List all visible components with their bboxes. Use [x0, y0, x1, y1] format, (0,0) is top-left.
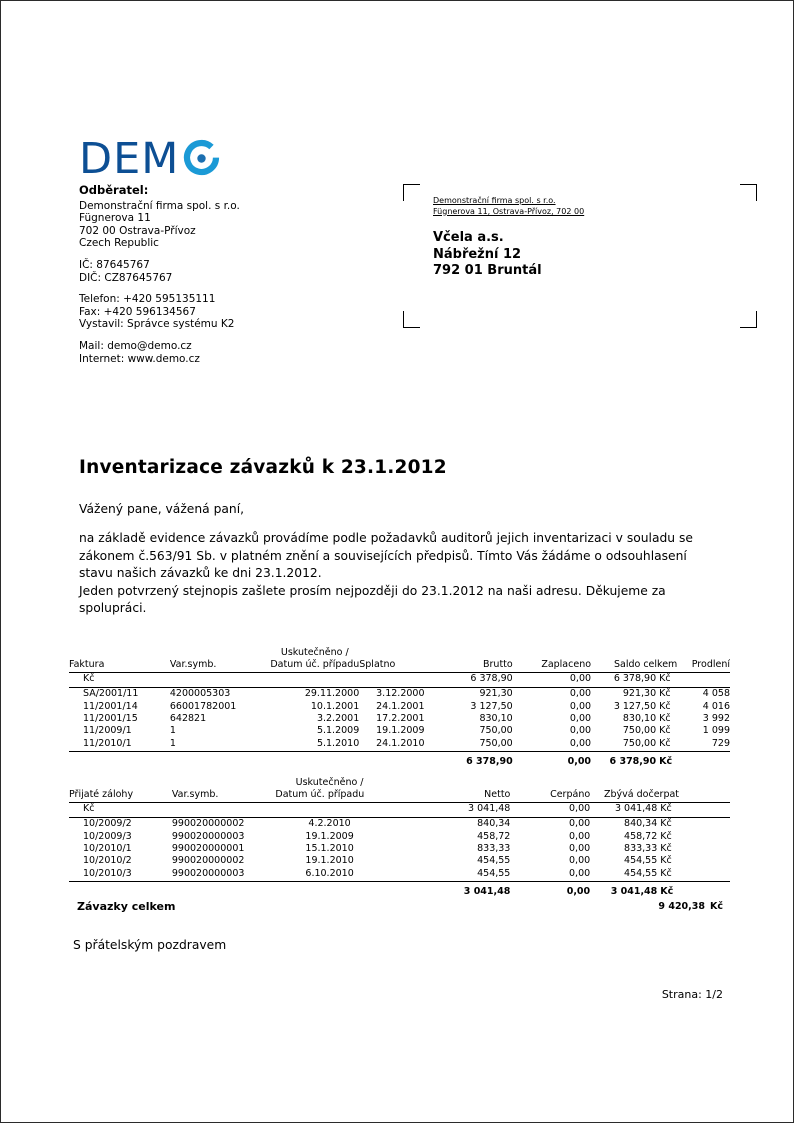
cell-accdate: 19.1.2010: [305, 855, 354, 867]
col-accdate: Datum úč. případu: [270, 659, 359, 672]
page-number: Strana: 1/2: [661, 988, 723, 1001]
table-row: [69, 713, 730, 725]
cell-duedate: 3.12.2000: [376, 688, 425, 700]
cell-net: 840,34: [477, 818, 511, 830]
sender-ico: IČ: 87645767: [79, 258, 150, 271]
cell-invoice: 11/2001/15: [83, 713, 138, 725]
cell-advance: 10/2010/3: [69, 868, 172, 882]
col-advance: Přijaté zálohy: [69, 789, 172, 802]
advances-subheader-label: Uskutečněno /: [295, 777, 364, 788]
cell-drawn: 0,00: [510, 868, 590, 882]
advances-header-row: [69, 789, 730, 802]
invoices-currency-row: [69, 673, 730, 687]
cell-overdue: 4 016: [702, 700, 730, 712]
cell-duedate: 24.1.2001: [376, 700, 425, 712]
salutation: Vážený pane, vážená paní,: [79, 502, 245, 516]
table-row: [69, 855, 730, 867]
cell-varsymb: 990020000002: [171, 818, 245, 830]
cell-duedate: 24.1.2010: [359, 738, 424, 752]
currency-drawn: 0,00: [510, 803, 590, 817]
sender-phone: Telefon: +420 595135111: [79, 293, 216, 306]
cell-varsymb: 990020000003: [172, 868, 276, 882]
cell-gross: 750,00: [425, 738, 513, 752]
invoices-total-row: [69, 752, 730, 769]
currency-balance: 6 378,90: [591, 673, 656, 687]
cell-drawn: 0,00: [569, 843, 591, 855]
cell-currency: Kč: [659, 713, 671, 725]
total-currency: Kč: [659, 756, 673, 768]
cell-duedate: 17.2.2001: [376, 713, 425, 725]
col-balance: Saldo celkem: [591, 659, 677, 672]
recipient-name: Včela a.s.: [433, 230, 504, 245]
currency-remaining: 3 041,48: [590, 803, 657, 817]
cell-accdate: 10.1.2001: [310, 700, 360, 712]
cell-currency: Kč: [659, 725, 671, 737]
cell-varsymb: 66001782001: [169, 700, 237, 712]
recipient-city: 792 01 Bruntál: [433, 263, 542, 278]
sender-fax: Fax: +420 596134567: [79, 305, 196, 318]
col-net: Netto: [384, 789, 511, 802]
col-overdue: Prodlení: [677, 659, 730, 672]
cell-drawn: 0,00: [569, 855, 591, 867]
table-row: [69, 843, 730, 855]
cell-currency: Kč: [660, 830, 672, 842]
cell-balance: 750,00: [591, 738, 656, 752]
cell-gross: 3 127,50: [470, 700, 513, 712]
total-gross: 6 378,90: [466, 756, 513, 768]
demo-ring-icon: [182, 138, 222, 184]
total-drawn: 0,00: [566, 886, 591, 898]
cell-currency: Kč: [659, 700, 671, 712]
recipient-address: [433, 230, 542, 280]
col-accdate: Datum úč. případu: [275, 789, 383, 802]
cell-balance: 3 127,50: [613, 700, 657, 712]
table-row: [69, 738, 730, 752]
cell-varsymb: 1: [169, 725, 176, 737]
cell-invoice: 11/2009/1: [83, 725, 132, 737]
invoices-table-body: [69, 673, 730, 769]
cell-net: 833,33: [477, 843, 511, 855]
cell-gross: 921,30: [479, 688, 513, 700]
table-row: [69, 868, 730, 882]
grand-total-value: 9 420,38: [658, 901, 705, 912]
currency-label: Kč: [69, 673, 170, 687]
invoices-subheader-row: [69, 647, 730, 659]
cell-advance: 10/2009/2: [83, 818, 132, 830]
sender-street: Fügnerova 11: [79, 212, 151, 225]
advances-subheader-row: [69, 777, 730, 789]
sender-company: Demonstrační firma spol. s r.o.: [79, 199, 240, 212]
cell-overdue: 1 099: [702, 725, 730, 737]
company-logo: [79, 133, 222, 185]
cell-currency: Kč: [656, 738, 677, 752]
cell-accdate: 5.1.2009: [316, 725, 360, 737]
window-corner-bottom-right-icon: [740, 311, 757, 328]
sender-issuer: Vystavil: Správce systému K2: [79, 318, 235, 331]
cell-varsymb: 990020000003: [171, 830, 245, 842]
cell-balance: 750,00: [622, 725, 657, 737]
cell-currency: Kč: [660, 855, 672, 867]
currency-label: Kč: [69, 803, 172, 817]
currency-unit: Kč: [656, 673, 677, 687]
total-net: 3 041,48: [463, 886, 511, 898]
return-address-line-1: Demonstrační firma spol. s r.o.: [433, 196, 556, 205]
cell-net: 458,72: [477, 830, 511, 842]
invoices-table-head: [69, 647, 730, 673]
logo-wordmark: DEM: [79, 133, 180, 184]
cell-accdate: 3.2.2001: [316, 713, 360, 725]
cell-accdate: 4.2.2010: [308, 818, 351, 830]
sender-mail: Mail: demo@demo.cz: [79, 339, 192, 352]
cell-invoice: 11/2001/14: [83, 700, 138, 712]
col-duedate: Splatno: [359, 659, 424, 672]
table-row: [69, 831, 730, 843]
col-gross: Brutto: [425, 659, 513, 672]
invoices-table: [69, 647, 730, 769]
cell-paid: 0,00: [513, 738, 591, 752]
cell-net: 454,55: [477, 855, 511, 867]
cell-paid: 0,00: [569, 700, 592, 712]
total-currency: Kč: [660, 886, 674, 898]
cell-invoice: SA/2001/11: [83, 688, 139, 700]
cell-accdate: 15.1.2010: [305, 843, 354, 855]
sender-block: [79, 184, 369, 365]
cell-advance: 10/2010/1: [83, 843, 132, 855]
cell-net: 454,55: [384, 868, 511, 882]
cell-accdate: 6.10.2010: [275, 868, 383, 882]
body-paragraph-1: na základě evidence závazků provádíme podle požadavků auditorů jejich inventarizaci v souladu se zákonem č.563/91 Sb. v platném znění a souvisejících předpisů. Tímto Vás žádáme o odsouhlasení stavu našich závazků ke dni 23.1.2012.: [79, 531, 693, 581]
col-invoice: Faktura: [69, 659, 170, 672]
col-paid: Zaplaceno: [513, 659, 591, 672]
cell-balance: 830,10: [622, 713, 657, 725]
cell-remaining: 833,33: [624, 843, 658, 855]
advances-total-row: [69, 882, 730, 899]
advances-currency-row: [69, 803, 730, 817]
cell-remaining: 454,55: [590, 868, 657, 882]
sender-country: Czech Republic: [79, 237, 159, 250]
col-remaining: Zbývá dočerpat: [590, 789, 679, 802]
cell-duedate: 19.1.2009: [376, 725, 425, 737]
currency-paid: 0,00: [513, 673, 591, 687]
address-window: [403, 184, 757, 328]
cell-currency: Kč: [660, 818, 672, 830]
cell-paid: 0,00: [569, 725, 592, 737]
cell-invoice: 11/2010/1: [69, 738, 170, 752]
grand-total-label: Závazky celkem: [77, 900, 176, 913]
cell-currency: Kč: [660, 843, 672, 855]
cell-advance: 10/2009/3: [83, 830, 132, 842]
table-row: [69, 687, 730, 700]
col-varsymb: Var.symb.: [170, 659, 270, 672]
sender-dic: DIČ: CZ87645767: [79, 271, 173, 284]
cell-varsymb: 1: [170, 738, 270, 752]
cell-drawn: 0,00: [569, 830, 591, 842]
return-address: [433, 196, 584, 217]
cell-currency: Kč: [657, 868, 679, 882]
window-corner-top-right-icon: [740, 184, 757, 201]
advances-table-body: [69, 803, 730, 899]
advances-table-head: [69, 777, 730, 803]
cell-accdate: 19.1.2009: [305, 830, 354, 842]
grand-total-currency: Kč: [710, 901, 723, 912]
sender-heading: Odběratel:: [79, 183, 149, 197]
cell-varsymb: 642821: [169, 713, 207, 725]
cell-varsymb: 4200005303: [169, 688, 231, 700]
sender-internet: Internet: www.demo.cz: [79, 352, 200, 365]
currency-gross: 6 378,90: [425, 673, 513, 687]
recipient-street: Nábřežní 12: [433, 246, 522, 262]
window-corner-bottom-left-icon: [403, 311, 420, 328]
cell-remaining: 840,34: [624, 818, 658, 830]
cell-remaining: 454,55: [624, 855, 658, 867]
cell-balance: 921,30: [622, 688, 657, 700]
cell-accdate: 29.11.2000: [304, 688, 360, 700]
cell-overdue: 729: [677, 738, 730, 752]
cell-gross: 750,00: [479, 725, 513, 737]
cell-overdue: 4 058: [702, 688, 730, 700]
currency-unit: Kč: [657, 803, 679, 817]
body-text: [79, 530, 723, 618]
cell-currency: Kč: [659, 688, 671, 700]
total-balance: 6 378,90: [609, 756, 657, 768]
window-corner-top-left-icon: [403, 184, 420, 201]
cell-paid: 0,00: [569, 688, 592, 700]
cell-accdate: 5.1.2010: [270, 738, 359, 752]
cell-gross: 830,10: [479, 713, 513, 725]
invoices-subheader-label: Uskutečněno /: [280, 647, 349, 658]
cell-varsymb: 990020000002: [171, 855, 245, 867]
cell-remaining: 458,72: [624, 830, 658, 842]
cell-advance: 10/2010/2: [83, 855, 132, 867]
cell-varsymb: 990020000001: [171, 843, 245, 855]
col-drawn: Čerpáno: [510, 789, 590, 802]
invoices-header-row: [69, 659, 730, 672]
page-title: Inventarizace závazků k 23.1.2012: [79, 457, 447, 478]
return-address-line-2: Fügnerova 11, Ostrava-Přívoz, 702 00: [433, 206, 585, 216]
table-row: [69, 817, 730, 830]
col-varsymb: Var.symb.: [172, 789, 276, 802]
table-row: [69, 725, 730, 737]
total-paid: 0,00: [567, 756, 592, 768]
closing-text: S přátelským pozdravem: [73, 938, 227, 952]
table-row: [69, 701, 730, 713]
body-paragraph-2: Jeden potvrzený stejnopis zašlete prosím nejpozději do 23.1.2012 na naši adresu. Děkujeme za spolupráci.: [79, 583, 666, 616]
cell-paid: 0,00: [569, 713, 592, 725]
sender-city: 702 00 Ostrava-Přívoz: [79, 224, 196, 237]
cell-overdue: 3 992: [702, 713, 730, 725]
cell-drawn: 0,00: [569, 818, 591, 830]
advances-table: [69, 777, 730, 899]
total-remaining: 3 041,48: [610, 886, 658, 898]
currency-net: 3 041,48: [384, 803, 511, 817]
